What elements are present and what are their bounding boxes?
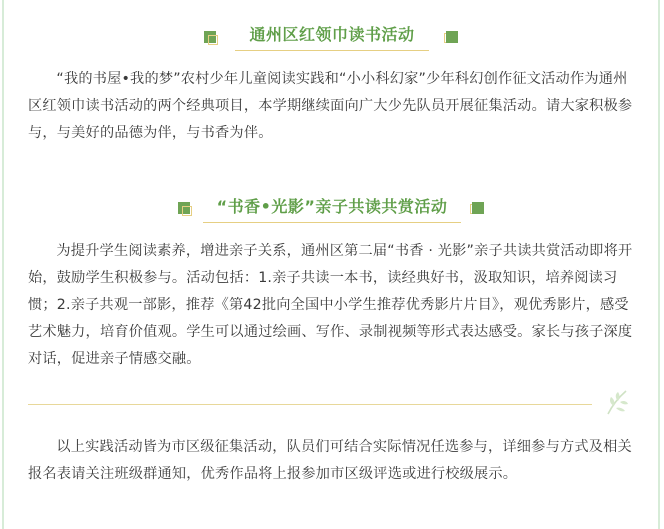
section2-paragraph: 为提升学生阅读素养，增进亲子关系，通州区第二届“书香 · 光影”亲子共读共赏活动即将开始，鼓励学生积极参与。活动包括：1.亲子共读一本书，读经典好书，汲取知识，培养阅读习惯；2.亲子共观一部影，推荐《第42批向全国中小学生推荐优秀影片片目》，观优秀影片，感受艺术魅力，培育价值观。学生可以通过绘画、写作、录制视频等形式表达感受。家长与孩子深度对话，促进亲子情感交融。 bbox=[28, 243, 633, 367]
section1-paragraph: “我的书屋•我的梦”农村少年儿童阅读实践和“小小科幻家”少年科幻创作征文活动作为通州区红领巾读书活动的两个经典项目，本学期继续面向广大少先队员开展征集活动。请大家积极参与，与美好的品德为伴，与书香为伴。 bbox=[28, 71, 633, 141]
section2-heading bbox=[0, 194, 664, 223]
section1-title: 通州区红领巾读书活动 bbox=[235, 22, 428, 51]
leaf-icon bbox=[604, 388, 630, 416]
section-divider bbox=[28, 404, 592, 405]
section1-heading bbox=[0, 22, 664, 51]
square-ornament-icon bbox=[178, 202, 192, 216]
square-ornament-icon bbox=[470, 202, 484, 216]
section2-title: “书香•光影”亲子共读共赏活动 bbox=[203, 194, 462, 223]
square-ornament-icon bbox=[204, 31, 218, 45]
square-ornament-icon bbox=[444, 31, 458, 45]
closing-paragraph: 以上实践活动皆为市区级征集活动，队员们可结合实际情况任选参与，详细参与方式及相关报名表请关注班级群通知，优秀作品将上报参加市区级评选或进行校级展示。 bbox=[28, 439, 632, 482]
